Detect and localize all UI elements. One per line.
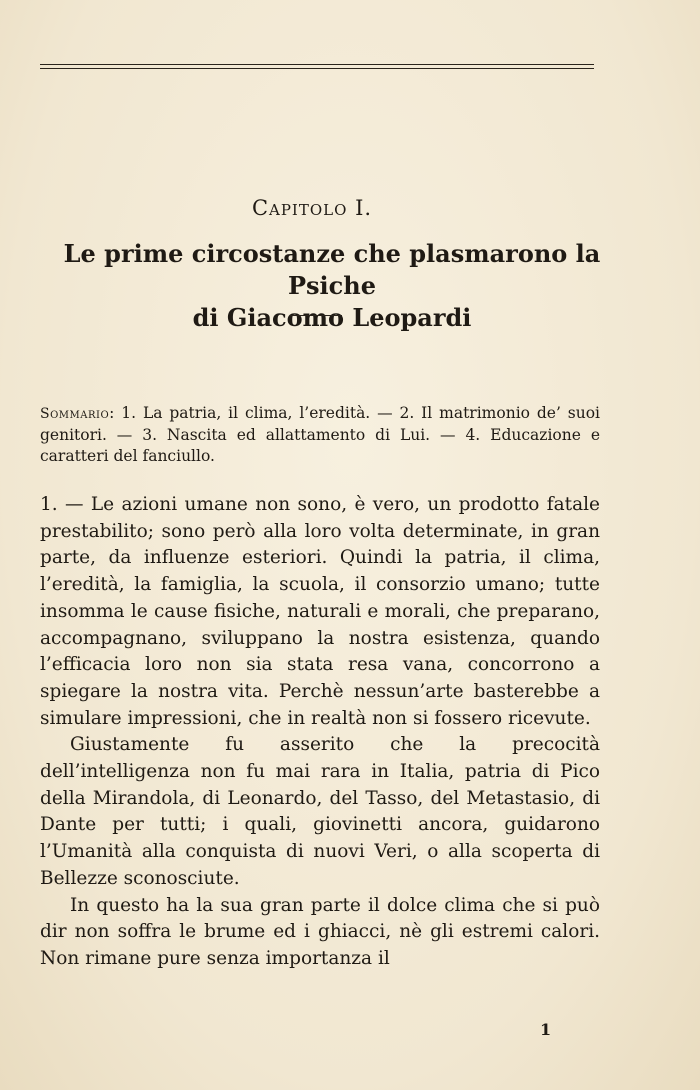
chapter-title-line-2: di Giacomo Leopardi (192, 303, 472, 332)
title-separator-rule (290, 315, 342, 316)
paragraph-1: 1. — Le azioni umane non sono, è vero, un prodotto fatale prestabilito; sono però alla loro volta determinate, in gran parte, da influenze esteriori. Quindi la patria, il clima, l’eredità, la famiglia, la scuola, il consorzio umano; tutte insomma le cause fisiche, naturali e morali, che preparano, accompagnano, sviluppano la nostra esistenza, quando l’efficacia loro non sia stata resa vana, concorrono a spiegare la nostra vita. Perchè nessun’arte basterebbe a simulare impressioni, che in realtà non si fossero ricevute. (40, 494, 600, 729)
chapter-title-line-1: Le prime circostanze che plasmarono la Psiche (63, 239, 601, 300)
paragraph-2: Giustamente fu asserito che la precocità dell’intelligenza non fu mai rara in Italia, patria di Pico della Mirandola, di Leonardo, del Tasso, del Metastasio, di Dante per tutti; i quali, giovinetti ancora, guidarono l’Umanità alla conquista di nuovi Veri, o alla scoperta di Bellezze sconosciute. (40, 734, 600, 889)
page-number: 1 (540, 1020, 552, 1039)
paragraph-3: In questo ha la sua gran parte il dolce clima che si può dir non soffra le brume ed i ghiacci, nè gli estremi calori. Non rimane pure senza importanza il (40, 894, 600, 969)
chapter-heading: Capitolo I. (251, 196, 373, 220)
chapter-summary (40, 403, 600, 467)
body-text (40, 492, 600, 973)
top-double-rule (40, 64, 594, 65)
summary-text: : 1. La patria, il clima, l’eredità. — 2. Il matrimonio de’ suoi genitori. — 3. Nascita ed allattamento di Lui. — 4. Educazione e caratteri del fanciullo. (40, 404, 600, 465)
chapter-title (30, 238, 634, 334)
summary-label: Sommario (40, 406, 110, 422)
